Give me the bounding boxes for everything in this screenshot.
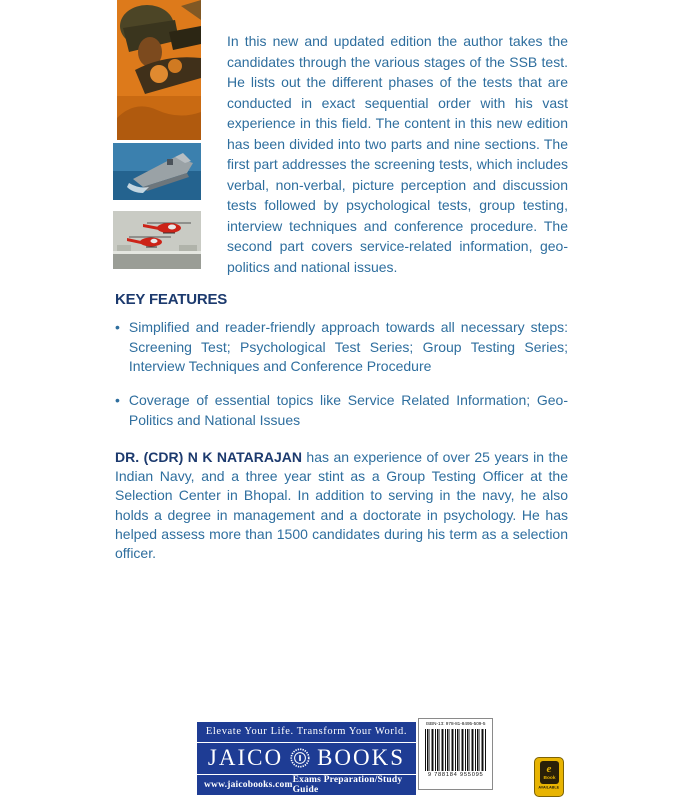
- ebook-e-glyph: e: [546, 763, 552, 775]
- bullet-icon: •: [115, 319, 120, 335]
- feature-text: Simplified and reader-friendly approach towards all necessary steps: Screening Test; Psychological Test Series; Group Testing Series; Interview Techniques and Conference Procedure: [128, 319, 568, 375]
- ebook-badge-inner: [540, 761, 559, 784]
- synopsis-paragraph: In this new and updated edition the author takes the candidates through the various stages of the SSB test. He lists out the different phases of the tests that are conducted in exact sequential order with his vast experience in this field. The content in this new edition has been divided into two parts and nine sections. The first part addresses the screening tests, which includes verbal, non-verbal, picture perception and discussion tests followed by psychological tests, group testing, interview techniques and conference procedure. The second part covers service-related information, geo-politics and national issues.: [227, 33, 568, 275]
- aircraft-carrier-photo: [113, 143, 201, 200]
- publisher-bottom-row: [197, 775, 416, 795]
- soldier-photo: [117, 0, 201, 140]
- barcode-digits: 9 788184 955095: [427, 771, 484, 778]
- barcode-block: [418, 718, 493, 790]
- isbn-label: ISBN-13: 978-81-8495-509-5: [425, 721, 486, 727]
- feature-item: [115, 391, 568, 430]
- bullet-icon: •: [115, 392, 120, 409]
- feature-text: Coverage of essential topics like Service Related Information; Geo-Politics and National Issues: [128, 392, 568, 428]
- ebook-badge: [534, 757, 564, 797]
- publisher-category: Exams Preparation/Study Guide: [292, 775, 403, 795]
- publisher-website: www.jaicobooks.com: [204, 780, 293, 790]
- ebook-available-label: AVAILABLE: [538, 786, 560, 790]
- author-bio: [115, 448, 568, 563]
- barcode-bars: [425, 729, 487, 771]
- soldier-photo-art: [117, 0, 201, 140]
- publisher-logo-block: [197, 722, 416, 795]
- carrier-photo-art: [113, 143, 201, 200]
- helicopters-photo: [113, 211, 201, 269]
- key-features-heading: KEY FEATURES: [115, 291, 228, 308]
- helicopters-photo-art: [113, 211, 201, 269]
- publisher-tagline: Elevate Your Life. Transform Your World.: [197, 722, 416, 743]
- publisher-medallion-icon: [290, 748, 310, 768]
- feature-item: [115, 318, 568, 377]
- author-name: DR. (CDR) N K NATARAJAN: [115, 449, 302, 465]
- publisher-brand-row: [197, 743, 416, 775]
- author-bio-text: has an experience of over 25 years in the Indian Navy, and a three year stint as a Group Testing Officer at the Selection Center in Bhopal. In addition to serving in the navy, he also holds a degree in management and a doctorate in psychology. He has helped assess more than 1500 candidates during his term as a selection officer.: [115, 449, 569, 562]
- ebook-book-label: Book: [543, 775, 555, 781]
- publisher-name-books: BOOKS: [317, 745, 406, 771]
- publisher-name-jaico: JAICO: [207, 745, 284, 771]
- key-features-list: [115, 318, 568, 445]
